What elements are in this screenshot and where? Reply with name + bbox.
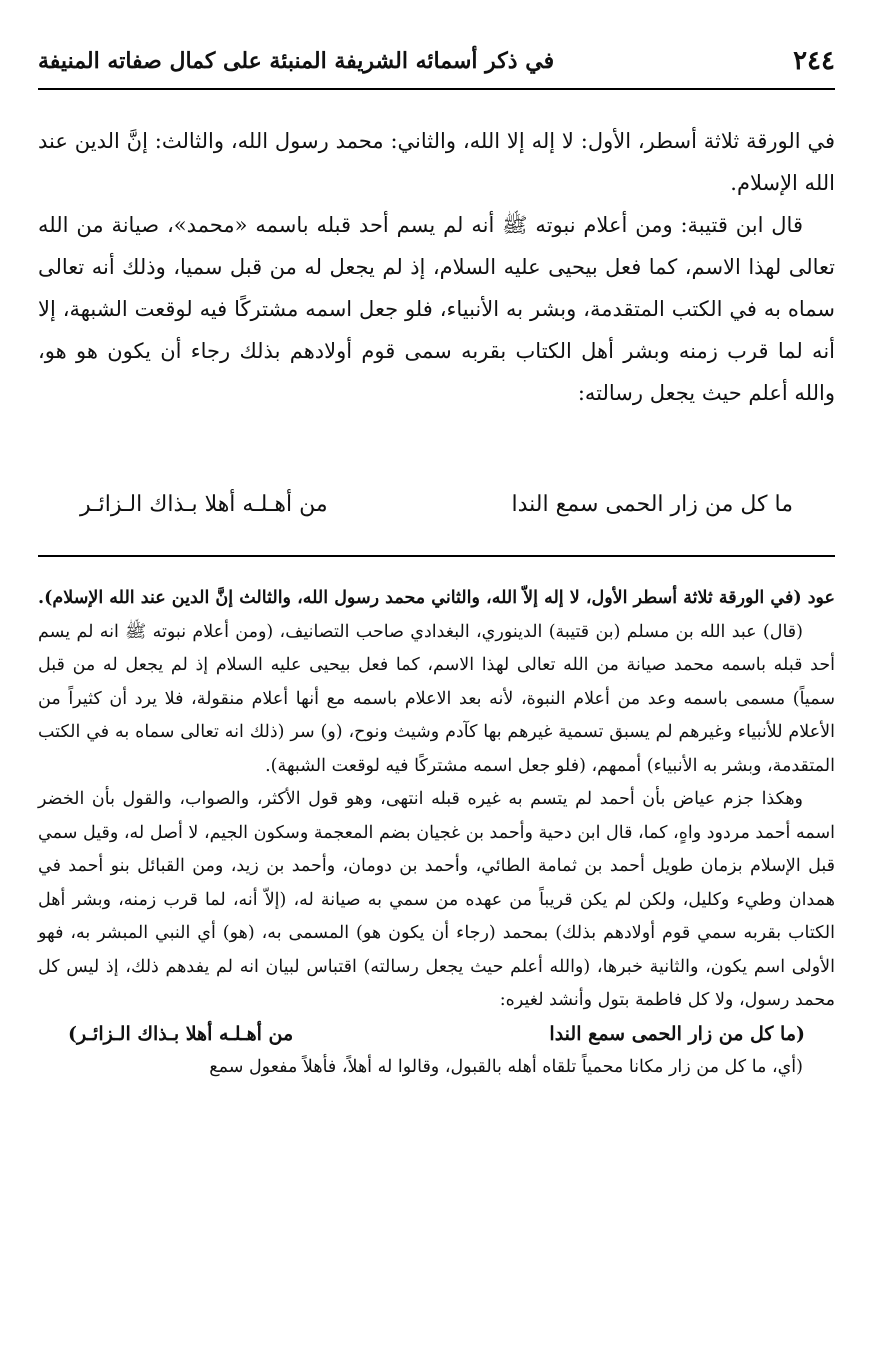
verse-first-hemistich: (ما كل من زار الحمى سمع الندا [549,1022,805,1045]
commentary-paragraph: وهكذا جزم عياض بأن أحمد لم يتسم به غيره قبله انتهى، وهو قول الأكثر، والصواب، والقول بأن الخضر اسمه أحمد مردود واهٍ، كما، قال ابن دحية وأحمد بن غجيان بضم المعجمة وسكون الجيم، لا أصل له، وقيل سمي قبل الإسلام بزمان طويل أحمد بن ثمامة الطائي، وأحمد بن دومان، وأحمد بن زيد، ومن القبائل بنو أحمد في همدان وطيء وكليل، ولكن لم يكن قريباً من عهده من سمي به صيانة له، (إلاّ أنه، لما قرب زمنه، وبشر أهل الكتاب بقربه سمي قوم أولادهم بذلك) بمحمد (رجاء أن يكون هو) المسمى به، (هو) أي النبي المبشر به، فهو الأولى اسم يكون، والثانية خبرها، (والله أعلم حيث يجعل رسالته) اقتباس لبيان انه لم يفدهم ذلك، إذ ليس كل محمد رسول، ولا كل فاطمة بتول وأنشد لغيره: [38,789,835,1010]
verse-second-hemistich: من أهـلـه أهلا بـذاك الـزائـر [80,491,328,517]
commentary-verse [38,1018,835,1052]
main-verse [40,482,833,526]
commentary-text [38,582,835,1085]
commentary-paragraph: (أي، ما كل من زار مكانا محمياً تلقاه أهله بالقبول، وقالوا له أهلاً، فأهلاً مفعول سمع [209,1057,803,1077]
verse-second-hemistich: من أهـلـه أهلا بـذاك الـزائـر) [68,1022,294,1045]
main-text [38,120,835,414]
commentary-paragraph: عود (في الورقة ثلاثة أسطر الأول، لا إله إلاّ الله، والثاني محمد رسول الله، والثالث إنَّ الدين عند الله الإسلام). [38,588,835,608]
page-number: ٢٤٤ [793,46,835,76]
main-paragraph: قال ابن قتيبة: ومن أعلام نبوته ﷺ أنه لم يسم أحد قبله باسمه «محمد»، صيانة من الله تعالى لهذا الاسم، كما فعل بيحيى عليه السلام، إذ لم يجعل له من قبل سميا، وذلك أنه تعالى سماه به في الكتب المتقدمة، وبشر به الأنبياء، فلو جعل اسمه مشتركًا فيه لوقعت الشبهة، إلا أنه لما قرب زمنه وبشر أهل الكتاب بقربه سمى قوم أولادهم بذلك رجاء أن يكون هو هو، والله أعلم حيث يجعل رسالته: [38,213,835,405]
verse-first-hemistich: ما كل من زار الحمى سمع الندا [511,491,793,517]
main-paragraph: في الورقة ثلاثة أسطر، الأول: لا إله إلا الله، والثاني: محمد رسول الله، والثالث: إنَّ الدين عند الله الإسلام. [38,129,835,195]
commentary-divider [38,555,835,557]
page-header [38,40,835,90]
commentary-paragraph: (قال) عبد الله بن مسلم (بن قتيبة) الدينوري، البغدادي صاحب التصانيف، (ومن أعلام نبوته ﷺ انه لم يسم أحد قبله باسمه محمد صيانة من الله تعالى لهذا الاسم، كما فعل بيحيى عليه السلام إذ لم يجعل له من قبل سمياً) مسمى باسمه وعد من أعلام النبوة، لأنه بعد الاعلام باسمه مع أنها أعلام منقولة، فلا يرد أن كثيراً من الأعلام للأنبياء وغيرهم لم يسبق تسمية غيرهم بها كآدم وشيث ونوح، (و) سر (ذلك انه تعالى سماه به في الكتب المتقدمة، وبشر به الأنبياء) أممهم، (فلو جعل اسمه مشتركًا فيه لوقعت الشبهة). [38,621,835,776]
running-title: في ذكر أسمائه الشريفة المنبئة على كمال صفاته المنيفة [38,48,555,74]
